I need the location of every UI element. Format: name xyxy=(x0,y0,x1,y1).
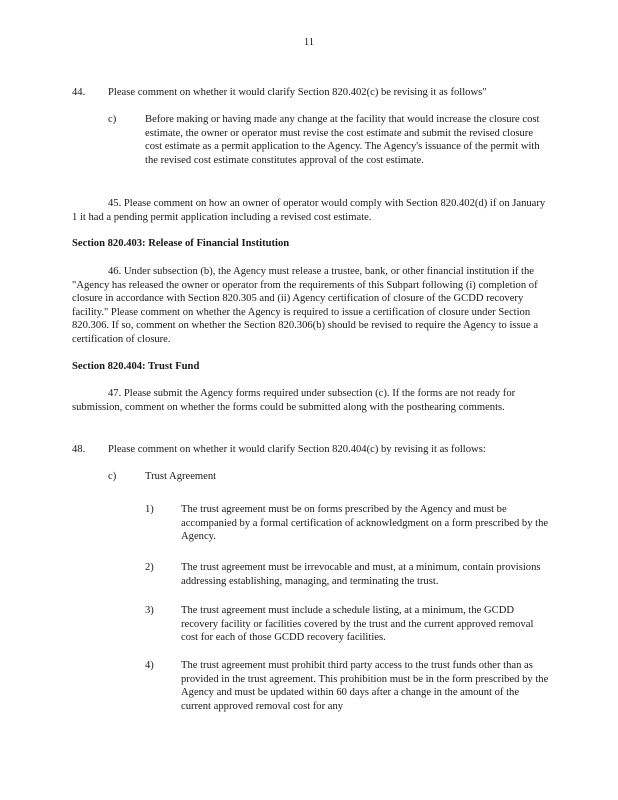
list-item-number: 3) xyxy=(145,605,154,616)
section-403-heading: Section 820.403: Release of Financial Institution xyxy=(72,238,290,249)
q45-number: 45. xyxy=(108,198,122,209)
q47-number: 47. xyxy=(108,388,122,399)
q47-text xyxy=(72,387,550,414)
q44-number: 44. xyxy=(72,87,86,98)
q48-sub-title: Trust Agreement xyxy=(145,471,217,482)
q45-body: Please comment on how an owner of operator would comply with Section 820.402(d) if on January 1 it had a pending permit application including a revised cost estimate. xyxy=(72,198,546,223)
q48-sub-label: c) xyxy=(108,471,117,482)
q45-text xyxy=(72,197,552,224)
q44-text: Please comment on whether it would clarify Section 820.402(c) be revising it as follows" xyxy=(108,87,487,98)
list-item-text: The trust agreement must be irrevocable and must, at a minimum, contain provisions addressing establishing, managing, and terminating the trust. xyxy=(181,562,541,587)
q48-text: Please comment on whether it would clarify Section 820.404(c) by revising it as follows: xyxy=(108,444,486,455)
section-404-heading: Section 820.404: Trust Fund xyxy=(72,361,200,372)
list-item-text: The trust agreement must include a schedule listing, at a minimum, the GCDD recovery facility or facilities covered by the trust and the current approved removal cost for each of those GCDD recovery facilities. xyxy=(181,605,534,644)
list-item-text: The trust agreement must prohibit third party access to the trust funds other than as provided in the trust agreement. This prohibition must be in the form prescribed by the Agency and must be updated within 60 days after a change in the amount of the current approved removal cost for any xyxy=(181,660,549,712)
list-item-text: The trust agreement must be on forms prescribed by the Agency and must be accompanied by a formal certification of acknowledgment on a form prescribed by the Agency. xyxy=(181,504,549,543)
q46-number: 46. xyxy=(108,266,122,277)
page-number: 11 xyxy=(303,37,315,48)
q44-sub-label: c) xyxy=(108,114,117,125)
q46-body: Under subsection (b), the Agency must release a trustee, bank, or other financial institution if the "Agency has released the owner or operator from the requirements of this Subpart following (i) completion of closure in accordance with Section 820.305 and (ii) Agency certification of closure of the GCDD recovery facility." Please comment on whether the Agency is required to issue a certification of closure under Section 820.306. If so, comment on whether the Section 820.306(b) should be revised to require the Agency to issue a certification of closure. xyxy=(72,266,539,345)
q44-sub-text: Before making or having made any change at the facility that would increase the closure cost estimate, the owner or operator must revise the cost estimate and submit the revised closure cost estimate as a permit application to the Agency. The Agency's issuance of the permit with the revised cost estimate constitutes approval of the cost estimate. xyxy=(145,114,540,166)
list-item-number: 4) xyxy=(145,660,154,671)
list-item-number: 2) xyxy=(145,562,154,573)
q46-text xyxy=(72,265,550,347)
q47-body: Please submit the Agency forms required under subsection (c). If the forms are not ready for submission, comment on whether the forms could be submitted along with the posthearing comments. xyxy=(72,388,516,413)
q48-number: 48. xyxy=(72,444,86,455)
list-item-number: 1) xyxy=(145,504,154,515)
